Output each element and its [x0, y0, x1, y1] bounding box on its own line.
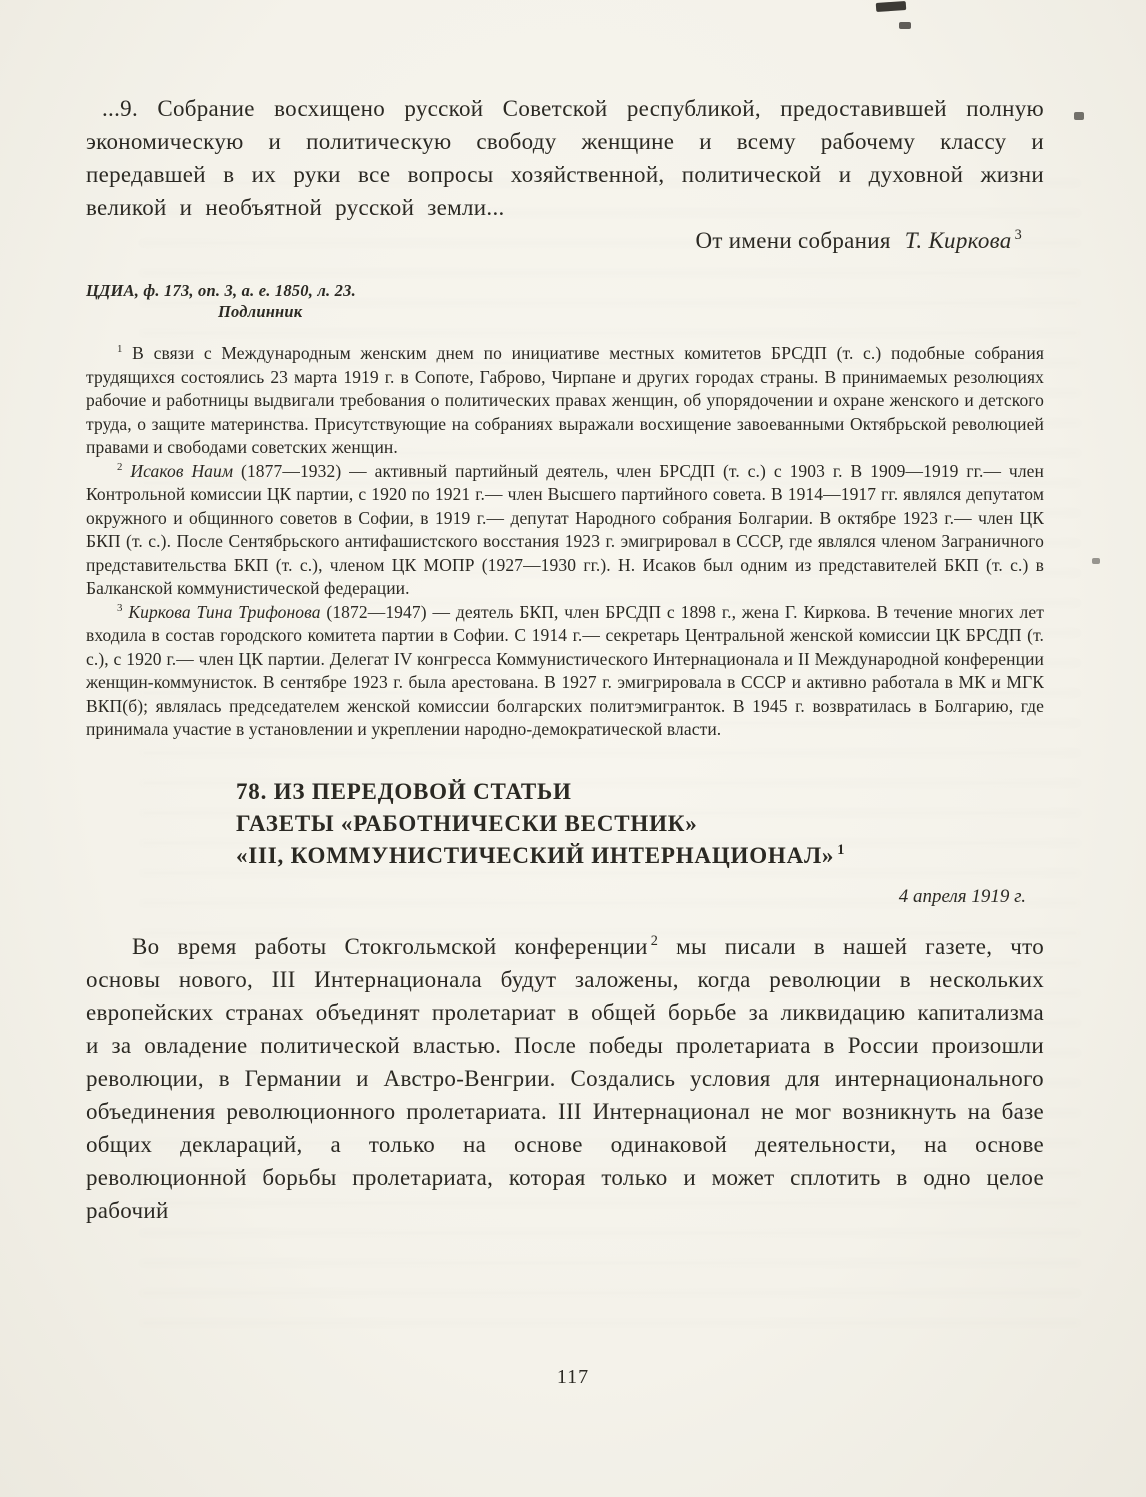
scan-artifact — [1092, 558, 1100, 564]
footnote-marker: 1 — [117, 343, 123, 356]
footnote-text: (1872—1947) — деятель БКП, член БРСДП с 1898 г., жена Г. Киркова. В течение многих лет входила в состав городского комитета партии в Софии. С 1914 г.— секретарь Центральной женской комиссии ЦК БРСДП (т. с.), с 1920 г.— член ЦК партии. Делегат IV конгресса Коммунистического Интернационала и II Международной конференции женщин-коммунисток. В сентябре 1923 г. была арестована. В 1927 г. эмигрировала в СССР и активно работала в МК и МГК ВКП(б); являлась председателем женской комиссии болгарских политэмигранток. В 1945 г. возвратилась в Болгарию, где принимала участие в установлении и укреплении народно-демократической власти. — [86, 601, 1045, 739]
scan-artifact — [876, 1, 907, 12]
heading-line-3-wrap — [236, 840, 1044, 872]
footnote-marker: 2 — [117, 460, 123, 473]
body-text-before: Во время работы Стокгольмской конференции — [132, 933, 648, 959]
footnote-text: В связи с Международным женским днем по инициативе местных комитетов БРСДП (т. с.) подобные собрания трудящихся состоялись 23 марта 1919 г. в Сопоте, Габрово, Чирпане и других городах страны. В принимаемых резолюциях рабочие и работницы выдвигали требования о политических правах женщин, об упорядочении и охране женского и детского труда, о защите материнства. Присутствующие на собраниях выражали восхищение завоеванными Октябрьской революцией правами и свободами советских женщин. — [86, 343, 1044, 457]
footnote-lead: Исаков Наим — [122, 460, 234, 481]
document-type-label: Подлинник — [218, 302, 303, 321]
document-date: 4 апреля 1919 г. — [898, 885, 1026, 907]
archival-reference — [86, 280, 1044, 322]
heading-line-2: ГАЗЕТЫ «РАБОТНИЧЕСКИ ВЕСТНИК» — [236, 810, 698, 836]
heading-line-3: «III, КОММУНИСТИЧЕСКИЙ ИНТЕРНАЦИОНАЛ» — [236, 842, 835, 868]
archival-citation: ЦДИА, ф. 173, оп. 3, а. е. 1850, л. 23. — [86, 281, 356, 300]
signature-name: Т. Киркова — [904, 228, 1012, 253]
footnote-1 — [86, 342, 1044, 460]
heading-footnote-marker: 1 — [837, 841, 846, 858]
footnotes-section — [86, 342, 1044, 742]
scan-artifact — [899, 22, 911, 29]
signature-prefix: От имени собрания — [695, 228, 891, 253]
body-footnote-marker: 2 — [650, 932, 659, 949]
footnote-3 — [86, 601, 1044, 742]
heading-line-1: 78. ИЗ ПЕРЕДОВОЙ СТАТЬИ — [236, 778, 572, 804]
footnote-text: (1877—1932) — активный партийный деятель, член БРСДП (т. с.) с 1903 г. В 1909—1919 гг.— член Контрольной комиссии ЦК партии, с 1920 по 1921 г.— член Высшего партийного совета. В 1914—1917 гг. являлся депутатом окружного и общинного советов в Софии, в 1919 г.— депутат Народного собрания Болгарии. В октябре 1923 г.— член ЦК БКП (т. с.). После Сентябрьского антифашистского восстания 1923 г. эмигрировал в СССР, где являлся членом Заграничного представительства БКП (т. с.), членом ЦК МОПР (1927—1930 гг.). Н. Исаков был одним из представителей БКП (т. с.) в Балканской коммунистической федерации. — [86, 460, 1045, 598]
body-text-after: мы писали в нашей газете, что основы нового, III Интернационала будут заложены, когда революции в нескольких европейских странах объединят пролетариат в общей борьбе за ликвидацию капитализма и за овладение политической властью. После победы пролетариата в России произошли революции, в Германии и Австро-Венгрии. Создались условия для интернационального объединения революционного пролетариата. III Интернационал не мог возникнуть на базе общих деклараций, а только на основе одинаковой деятельности, на основе революционной борьбы пролетариата, которая только и может сплотить в одно целое рабочий — [86, 933, 1044, 1223]
document-78-heading — [236, 776, 1044, 872]
scan-artifact — [1074, 112, 1084, 120]
footnote-lead: Киркова Тина Трифонова — [122, 601, 321, 622]
document-78-body-paragraph — [86, 930, 1044, 1227]
document-77-body-paragraph — [86, 92, 1044, 224]
signature-footnote-marker: 3 — [1014, 227, 1022, 244]
signature-line — [86, 228, 1044, 254]
page-number: 117 — [556, 1366, 590, 1388]
page-content — [86, 92, 1044, 1227]
document-77-body-text: ...9. Собрание восхищено русской Советской республикой, предоставившей полную экономическую и политическую свободу женщине и всему рабочему классу и передавшей в их руки все вопросы хозяйственной, политической и духовной жизни великой и необъятной русской земли... — [86, 96, 1044, 220]
footnote-marker: 3 — [117, 601, 123, 614]
footnote-2 — [86, 460, 1044, 601]
